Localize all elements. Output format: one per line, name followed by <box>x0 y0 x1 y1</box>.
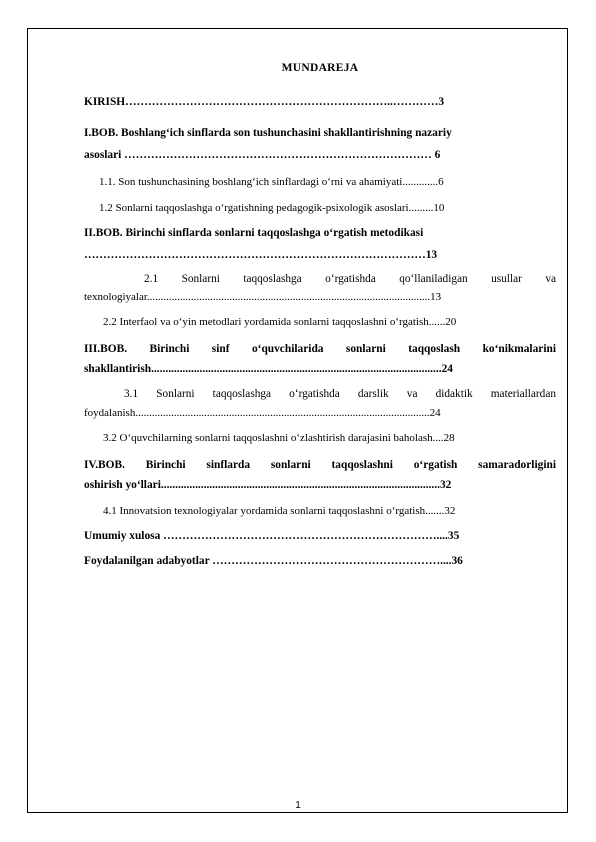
toc-bob3-line1[interactable]: III.BOB. Birinchi sinf o‘quvchilarida sonlarni taqqoslash ko‘nikmalarini <box>84 343 556 355</box>
toc-section-3-1-line2[interactable]: foydalanish...........................................................................................................24 <box>84 407 441 419</box>
toc-bob4-line2[interactable]: oshirish yo‘llari..................................................................................................32 <box>84 479 452 491</box>
toc-section-1-1[interactable]: 1.1. Son tushunchasining boshlang‘ich sinflardagi o‘rni va ahamiyati.............6 <box>99 176 444 188</box>
toc-foydalanilgan-adabyotlar[interactable]: Foydalanilgan adabyotlar ……………………………………………………....36 <box>84 555 463 567</box>
toc-section-1-2[interactable]: 1.2 Sonlarni taqqoslashga o‘rgatishning pedagogik-psixologik asoslari.........10 <box>99 202 445 214</box>
toc-bob4-line1[interactable]: IV.BOB. Birinchi sinflarda sonlarni taqqoslashni o‘rgatish samaradorligini <box>84 459 556 471</box>
page-title: MUNDAREJA <box>281 62 359 74</box>
toc-section-4-1[interactable]: 4.1 Innovatsion texnologiyalar yordamida sonlarni taqqoslashni o‘rgatish.......32 <box>103 505 456 517</box>
toc-bob1-line1[interactable]: I.BOB. Boshlang‘ich sinflarda son tushunchasini shakllantirishning nazariy <box>84 127 452 139</box>
page-border <box>27 28 568 813</box>
toc-bob2-line2[interactable]: ………………………………………………………………………………13 <box>84 249 438 261</box>
toc-kirish[interactable]: KIRISH……………………………………………………………..…………3 <box>84 96 445 108</box>
toc-section-3-1-line1[interactable]: 3.1 Sonlarni taqqoslashga o‘rgatishda darslik va didaktik materiallardan <box>124 388 556 400</box>
toc-section-2-1-line2[interactable]: texnologiyalar.......................................................................................................13 <box>84 291 442 303</box>
toc-umumiy-xulosa[interactable]: Umumiy xulosa ………………………………………………………………....35 <box>84 530 460 542</box>
toc-bob1-line2[interactable]: asoslari ……………………………………………………………………… 6 <box>84 149 441 161</box>
toc-bob3-line2[interactable]: shakllantirish......................................................................................................24 <box>84 363 453 375</box>
toc-bob2-line1[interactable]: II.BOB. Birinchi sinflarda sonlarni taqqoslashga o‘rgatish metodikasi <box>84 227 424 239</box>
toc-section-2-2[interactable]: 2.2 Interfaol va o‘yin metodlari yordamida sonlarni taqqoslashni o‘rgatish......20 <box>103 316 457 328</box>
toc-section-3-2[interactable]: 3.2 O‘quvchilarning sonlarni taqqoslashni o‘zlashtirish darajasini baholash....28 <box>103 432 455 444</box>
toc-section-2-1-line1[interactable]: 2.1 Sonlarni taqqoslashga o‘rgatishda qo‘llaniladigan usullar va <box>144 273 556 285</box>
page-number: 1 <box>295 800 301 811</box>
